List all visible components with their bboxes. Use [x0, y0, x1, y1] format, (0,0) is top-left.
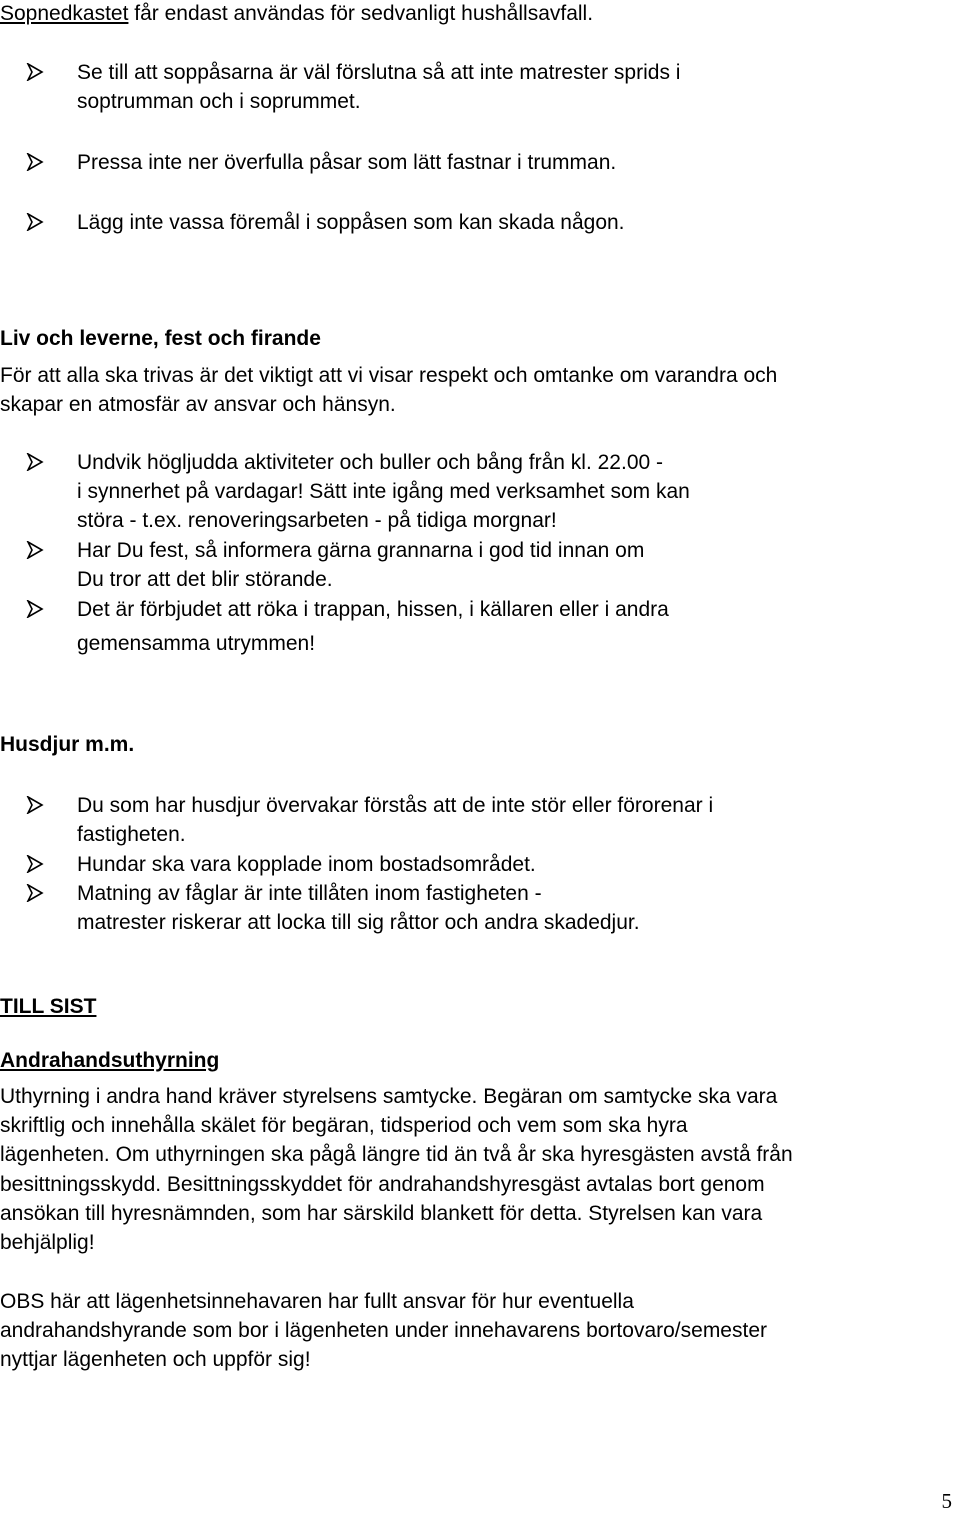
paragraph-line: besittningsskydd. Besittningsskyddet för andrahandshyresgäst avtalas bort genom	[0, 1173, 765, 1196]
list-item-line: fastigheten.	[77, 823, 186, 846]
list-item-line: Lägg inte vassa föremål i soppåsen som kan skada någon.	[77, 211, 625, 234]
list-item-line: matrester riskerar att locka till sig råttor och andra skadedjur.	[77, 911, 640, 934]
paragraph-line: lägenheten. Om uthyrningen ska pågå längre tid än två år ska hyresgästen avstå från	[0, 1143, 793, 1166]
paragraph-line: behjälplig!	[0, 1231, 95, 1254]
section-heading-liv: Liv och leverne, fest och firande	[0, 327, 321, 350]
intro-underlined-term: Sopnedkastet	[0, 2, 129, 25]
list-item-line: Det är förbjudet att röka i trappan, hissen, i källaren eller i andra	[77, 598, 669, 621]
paragraph-line: ansökan till hyresnämnden, som har särskild blankett för detta. Styrelsen kan vara	[0, 1202, 763, 1225]
arrowhead-bullet-icon	[26, 855, 44, 873]
list-item-line: Undvik högljudda aktiviteter och buller och bång från kl. 22.00 -	[77, 451, 664, 474]
list-item-line: soptrumman och i soprummet.	[77, 90, 361, 113]
page-number: 5	[941, 1489, 952, 1513]
arrowhead-bullet-icon	[26, 884, 44, 902]
paragraph-line: Uthyrning i andra hand kräver styrelsens samtycke. Begäran om samtycke ska vara	[0, 1085, 778, 1108]
list-item-line: i synnerhet på vardagar! Sätt inte igång med verksamhet som kan	[77, 480, 690, 503]
list-item-line: Matning av fåglar är inte tillåten inom fastigheten -	[77, 882, 542, 905]
list-item-line: gemensamma utrymmen!	[77, 632, 316, 655]
paragraph-line: skapar en atmosfär av ansvar och hänsyn.	[0, 393, 396, 416]
section-heading-till-sist: TILL SIST	[0, 995, 97, 1018]
list-item-line: Se till att soppåsarna är väl förslutna så att inte matrester sprids i	[77, 61, 681, 84]
paragraph-line: nyttjar lägenheten och uppför sig!	[0, 1348, 311, 1371]
list-item-line: störa - t.ex. renoveringsarbeten - på tidiga morgnar!	[77, 509, 557, 532]
subheading-andrahandsuthyrning: Andrahandsuthyrning	[0, 1049, 220, 1072]
paragraph-line: skriftlig och innehålla skälet för begäran, tidsperiod och vem som ska hyra	[0, 1114, 688, 1137]
list-item-line: Du som har husdjur övervakar förstås att de inte stör eller förorenar i	[77, 794, 714, 817]
section-heading-husdjur: Husdjur m.m.	[0, 733, 135, 756]
paragraph-line: OBS här att lägenhetsinnehavaren har fullt ansvar för hur eventuella	[0, 1290, 634, 1313]
list-item-line: Pressa inte ner överfulla påsar som lätt fastnar i trumman.	[77, 151, 617, 174]
list-item-line: Har Du fest, så informera gärna grannarna i god tid innan om	[77, 539, 645, 562]
intro-text: får endast användas för sedvanligt hushållsavfall.	[128, 2, 594, 25]
arrowhead-bullet-icon	[26, 796, 44, 814]
list-item-line: Hundar ska vara kopplade inom bostadsområdet.	[77, 853, 536, 876]
list-item-line: Du tror att det blir störande.	[77, 568, 333, 591]
paragraph-line: För att alla ska trivas är det viktigt att vi visar respekt och omtanke om varandra och	[0, 364, 778, 387]
paragraph-line: andrahandshyrande som bor i lägenheten under innehavarens bortovaro/semester	[0, 1319, 767, 1342]
